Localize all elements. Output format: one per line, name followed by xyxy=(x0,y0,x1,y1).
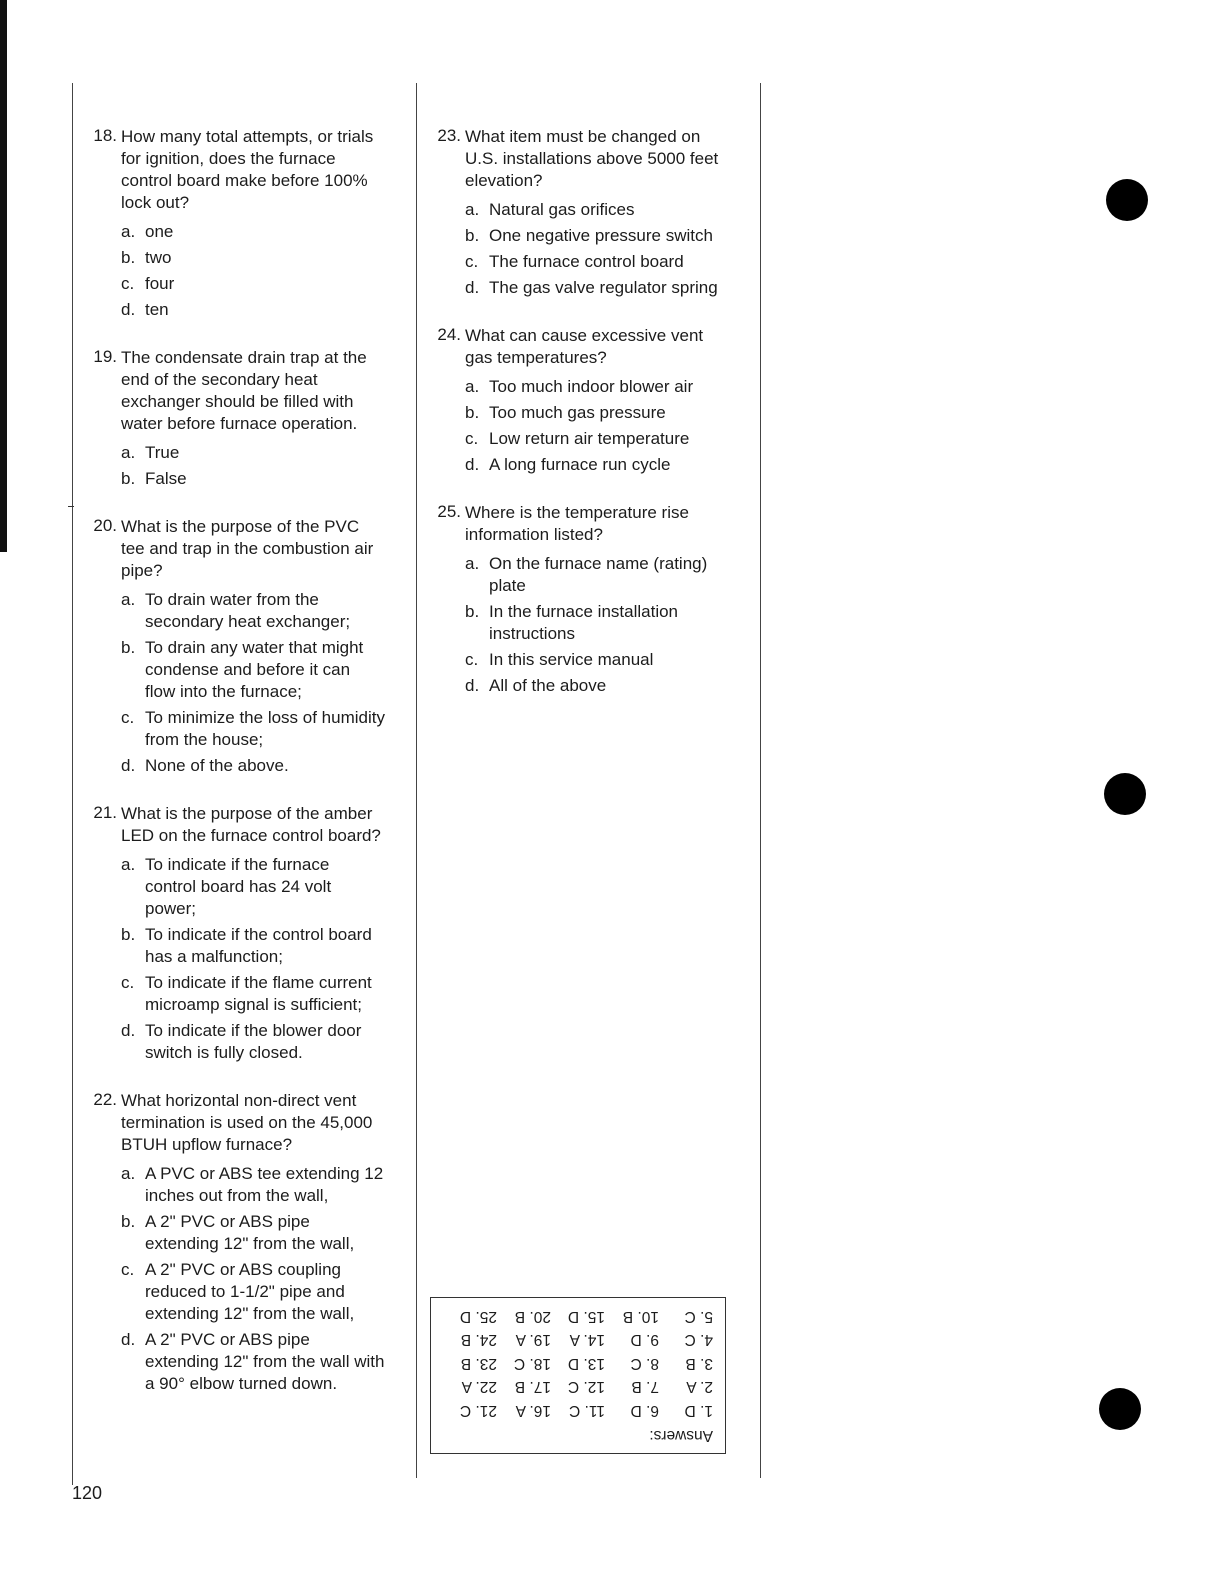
answer-option xyxy=(121,972,385,1016)
answer-option xyxy=(465,553,729,597)
answer-key-entry: 3. B xyxy=(685,1355,713,1372)
question-number: 20. xyxy=(93,516,117,535)
answer-option xyxy=(465,199,729,221)
question xyxy=(429,502,729,697)
answer-key-entry: 23. B xyxy=(460,1355,497,1372)
binder-hole-middle xyxy=(1104,773,1146,815)
answer-key-entry: 1. D xyxy=(684,1402,713,1419)
question-number: 21. xyxy=(93,803,117,822)
answer-option xyxy=(121,924,385,968)
question-text: What horizontal non-direct vent termination is used on the 45,000 BTUH upflow furnace? xyxy=(121,1091,373,1154)
answer-key-box xyxy=(430,1297,726,1454)
answer-option xyxy=(121,1211,385,1255)
question-number: 19. xyxy=(93,347,117,366)
answer-option xyxy=(465,402,729,424)
option-letter: a. xyxy=(121,590,136,609)
answer-key-entry: 17. B xyxy=(514,1378,551,1396)
option-text: To minimize the loss of humidity from the house; xyxy=(145,708,385,749)
page-number: 120 xyxy=(72,1483,103,1503)
question-number: 18. xyxy=(93,126,117,145)
question-text: What can cause excessive vent gas temperatures? xyxy=(465,326,704,367)
option-text: To indicate if the blower door switch is fully closed. xyxy=(145,1021,362,1062)
binder-hole-bottom xyxy=(1099,1388,1141,1430)
question-text: What item must be changed on U.S. installations above 5000 feet elevation? xyxy=(465,127,719,190)
option-text: Too much indoor blower air xyxy=(489,377,694,396)
answer-key-entry: 13. D xyxy=(567,1355,605,1372)
option-text: four xyxy=(145,274,175,293)
option-text: Low return air temperature xyxy=(489,429,690,448)
option-letter: b. xyxy=(121,925,136,944)
left-question-column xyxy=(85,126,385,1421)
answer-key-entry: 5. C xyxy=(684,1308,713,1325)
answer-key-title: Answers: xyxy=(649,1427,713,1444)
option-text: True xyxy=(145,443,180,462)
answer-key-entry: 10. B xyxy=(622,1308,659,1325)
option-text: To drain water from the secondary heat exchanger; xyxy=(145,590,351,631)
option-letter: c. xyxy=(465,252,479,271)
option-text: The furnace control board xyxy=(489,252,684,271)
answer-key-entry: 16. A xyxy=(515,1402,551,1419)
answer-option xyxy=(121,1163,385,1207)
answer-key-row xyxy=(443,1328,713,1352)
answer-option xyxy=(121,707,385,751)
question xyxy=(85,126,385,321)
option-text: In the furnace installation instructions xyxy=(489,602,679,643)
answer-key-entry: 22. A xyxy=(461,1378,497,1396)
option-letter: c. xyxy=(121,1260,135,1279)
option-letter: d. xyxy=(121,1330,136,1349)
answer-option xyxy=(465,675,729,697)
option-text: Too much gas pressure xyxy=(489,403,666,422)
answer-option xyxy=(465,225,729,247)
option-letter: b. xyxy=(465,602,480,621)
option-letter: b. xyxy=(121,248,136,267)
answer-option xyxy=(121,247,385,269)
option-text: Natural gas orifices xyxy=(489,200,635,219)
question xyxy=(85,1090,385,1395)
question-number: 25. xyxy=(437,502,461,521)
option-text: ten xyxy=(145,300,169,319)
question-text: What is the purpose of the amber LED on the furnace control board? xyxy=(121,804,381,845)
answer-key-inverted xyxy=(431,1298,725,1453)
option-text: two xyxy=(145,248,172,267)
question xyxy=(429,126,729,299)
answer-key-entry: 9. D xyxy=(630,1331,659,1349)
option-text: To drain any water that might condense and before it can flow into the furnace; xyxy=(145,638,364,701)
right-question-column xyxy=(429,126,729,723)
answer-key-rows xyxy=(443,1305,713,1423)
option-letter: a. xyxy=(465,554,480,573)
answer-key-entry: 6. D xyxy=(630,1402,659,1419)
answer-key-entry: 7. B xyxy=(631,1378,659,1396)
answer-option xyxy=(121,1020,385,1064)
answer-key-entry: 4. C xyxy=(684,1331,713,1349)
option-letter: d. xyxy=(121,756,136,775)
answer-option xyxy=(465,601,729,645)
answer-key-entry: 12. C xyxy=(567,1378,605,1396)
option-text: A 2" PVC or ABS coupling reduced to 1-1/2" pipe and extending 12" from the wall, xyxy=(145,1260,355,1323)
question xyxy=(85,516,385,777)
question xyxy=(429,325,729,476)
answer-option xyxy=(121,273,385,295)
answer-option xyxy=(121,755,385,777)
left-margin-rule xyxy=(72,83,73,1485)
answer-option xyxy=(465,376,729,398)
answer-key-entry: 11. C xyxy=(569,1402,605,1419)
option-letter: c. xyxy=(465,429,479,448)
question-text: How many total attempts, or trials for ignition, does the furnace control board make before 100% lock out? xyxy=(121,127,374,212)
option-text: False xyxy=(145,469,187,488)
answer-option xyxy=(121,468,385,490)
answer-option xyxy=(121,1329,385,1395)
answer-key-row xyxy=(443,1352,713,1376)
answer-option xyxy=(465,454,729,476)
option-text: To indicate if the control board has a malfunction; xyxy=(145,925,372,966)
question-number: 24. xyxy=(437,325,461,344)
answer-option xyxy=(121,221,385,243)
option-text: To indicate if the furnace control board has 24 volt power; xyxy=(145,855,332,918)
answer-key-row xyxy=(443,1305,713,1329)
option-letter: a. xyxy=(121,443,136,462)
answer-key-entry: 18. C xyxy=(513,1355,551,1372)
option-text: A 2" PVC or ABS pipe extending 12" from the wall with a 90° elbow turned down. xyxy=(145,1330,385,1393)
answer-option xyxy=(465,277,729,299)
answer-key-entry: 2. A xyxy=(686,1378,713,1396)
answer-key-entry: 19. A xyxy=(515,1331,551,1349)
scan-edge-bar xyxy=(0,0,7,552)
answer-option xyxy=(465,251,729,273)
answer-key-entry: 25. D xyxy=(459,1308,497,1325)
answer-option xyxy=(121,854,385,920)
option-text: None of the above. xyxy=(145,756,289,775)
center-column-rule xyxy=(416,83,417,1478)
option-letter: c. xyxy=(465,650,479,669)
option-text: One negative pressure switch xyxy=(489,226,713,245)
option-letter: c. xyxy=(121,973,135,992)
question-text: What is the purpose of the PVC tee and trap in the combustion air pipe? xyxy=(121,517,374,580)
option-text: In this service manual xyxy=(489,650,654,669)
question-number: 22. xyxy=(93,1090,117,1109)
option-text: To indicate if the flame current microamp signal is sufficient; xyxy=(145,973,372,1014)
option-text: The gas valve regulator spring xyxy=(489,278,718,297)
option-letter: b. xyxy=(465,403,480,422)
option-letter: b. xyxy=(465,226,480,245)
margin-tick xyxy=(68,506,74,507)
answer-key-row xyxy=(443,1375,713,1399)
answer-key-row xyxy=(443,1399,713,1423)
option-letter: a. xyxy=(121,855,136,874)
question xyxy=(85,347,385,490)
option-letter: d. xyxy=(465,455,480,474)
option-letter: a. xyxy=(121,1164,136,1183)
answer-key-entry: 20. B xyxy=(514,1308,551,1325)
option-text: A 2" PVC or ABS pipe extending 12" from the wall, xyxy=(145,1212,355,1253)
option-text: A long furnace run cycle xyxy=(489,455,671,474)
answer-key-entry: 14. A xyxy=(569,1331,605,1349)
question-text: The condensate drain trap at the end of the secondary heat exchanger should be filled with water before furnace operation. xyxy=(121,348,367,433)
answer-key-entry: 24. B xyxy=(460,1331,497,1349)
option-text: All of the above xyxy=(489,676,607,695)
answer-key-entry: 8. C xyxy=(630,1355,659,1372)
option-letter: b. xyxy=(121,1212,136,1231)
option-letter: d. xyxy=(465,676,480,695)
question xyxy=(85,803,385,1064)
option-letter: b. xyxy=(121,638,136,657)
option-letter: b. xyxy=(121,469,136,488)
answer-option xyxy=(121,299,385,321)
option-letter: a. xyxy=(465,377,480,396)
question-number: 23. xyxy=(437,126,461,145)
option-text: A PVC or ABS tee extending 12 inches out from the wall, xyxy=(145,1164,384,1205)
option-letter: c. xyxy=(121,708,135,727)
answer-option xyxy=(121,442,385,464)
answer-option xyxy=(121,637,385,703)
option-text: On the furnace name (rating) plate xyxy=(489,554,708,595)
option-text: one xyxy=(145,222,174,241)
answer-key-entry: 15. D xyxy=(567,1308,605,1325)
right-margin-rule xyxy=(760,83,761,1478)
option-letter: a. xyxy=(465,200,480,219)
answer-option xyxy=(121,589,385,633)
answer-option xyxy=(465,649,729,671)
answer-option xyxy=(121,1259,385,1325)
option-letter: d. xyxy=(121,1021,136,1040)
option-letter: d. xyxy=(121,300,136,319)
option-letter: c. xyxy=(121,274,135,293)
answer-option xyxy=(465,428,729,450)
question-text: Where is the temperature rise information listed? xyxy=(465,503,689,544)
binder-hole-top xyxy=(1106,179,1148,221)
option-letter: d. xyxy=(465,278,480,297)
option-letter: a. xyxy=(121,222,136,241)
answer-key-entry: 21. C xyxy=(459,1402,497,1419)
